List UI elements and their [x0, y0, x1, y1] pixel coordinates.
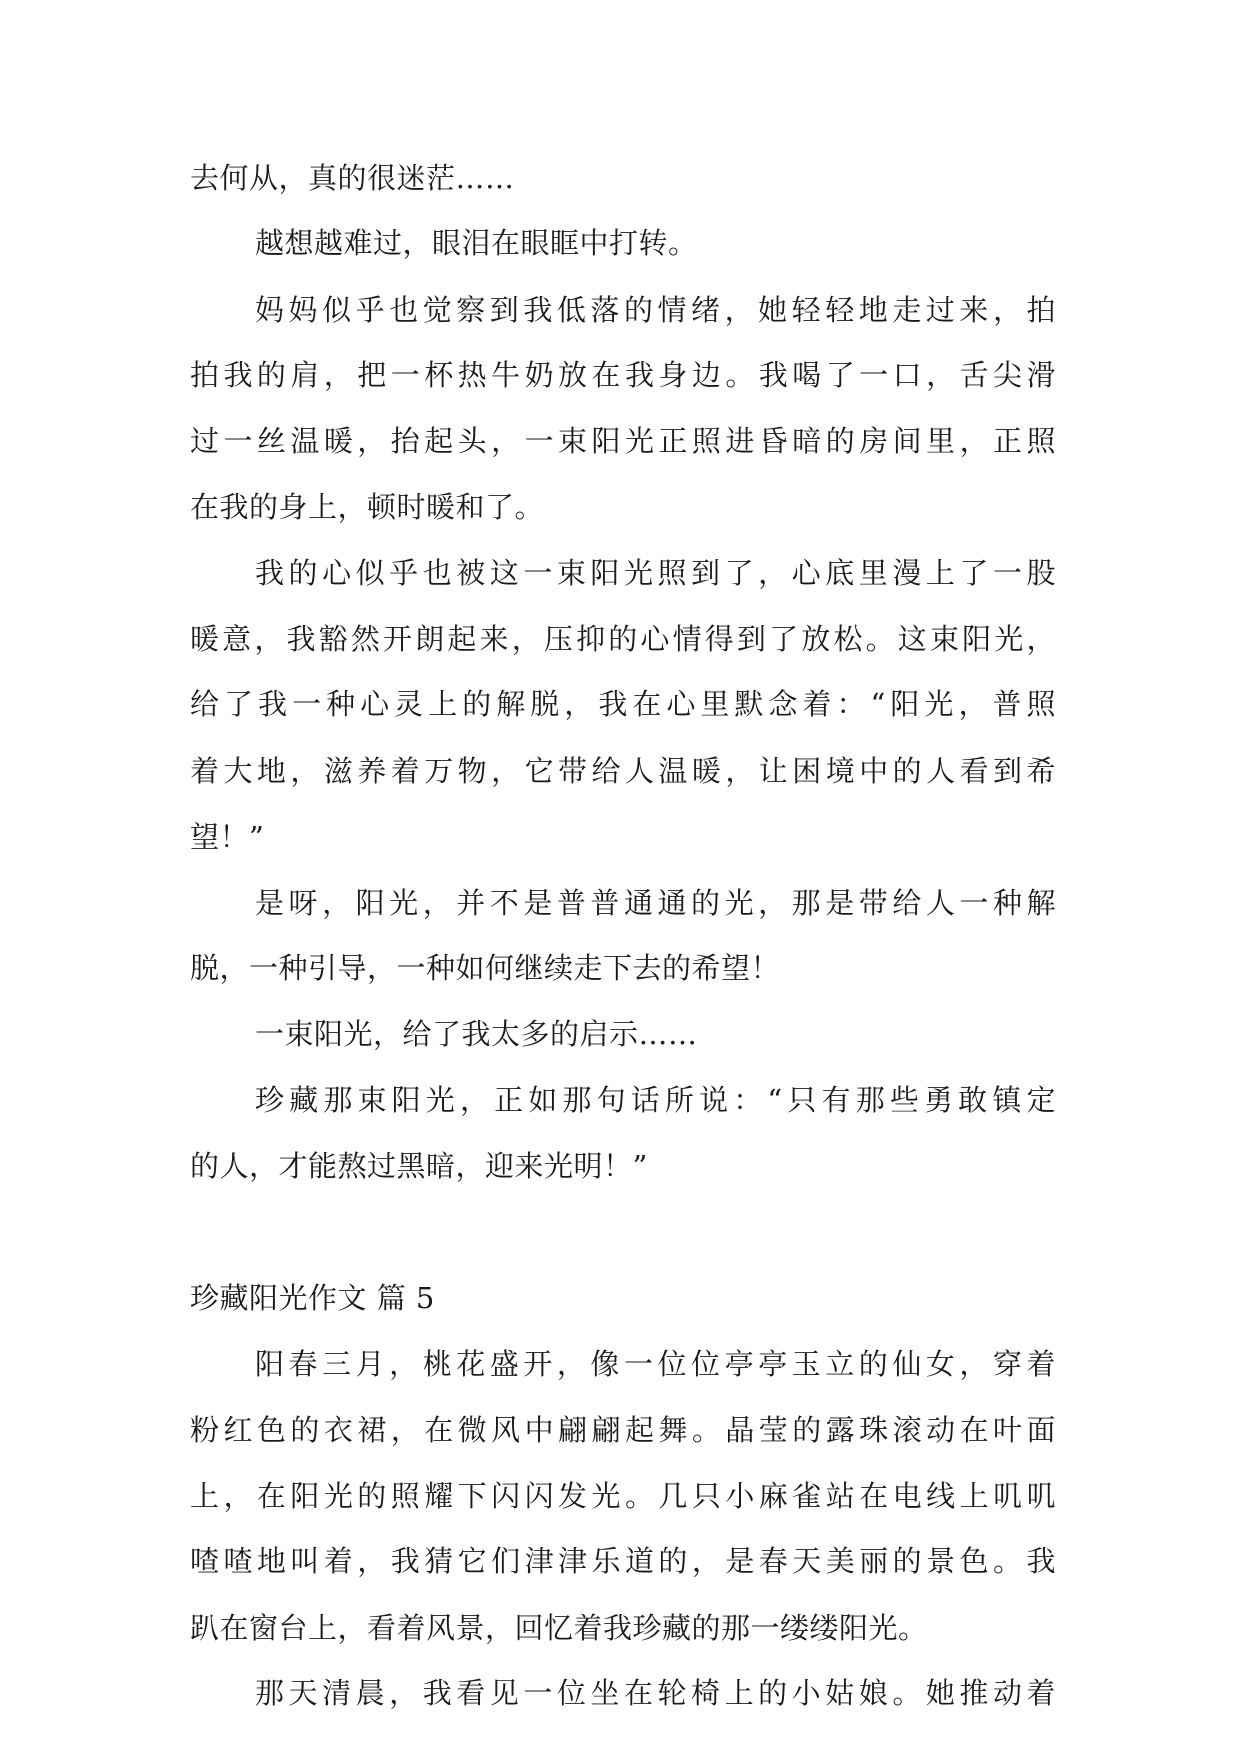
text-line: 着大地，滋养着万物，它带给人温暖，让困境中的人看到希: [190, 754, 1056, 788]
text-line: 暖意，我豁然开朗起来，压抑的心情得到了放松。这束阳光，: [190, 622, 1056, 656]
text-line: 脱，一种引导，一种如何继续走下去的希望！: [190, 951, 781, 985]
text-line: 去何从，真的很迷茫……: [190, 161, 515, 195]
text-line: 给了我一种心灵上的解脱，我在心里默念着：“阳光，普照: [190, 687, 1056, 721]
text-line: 一束阳光，给了我太多的启示……: [255, 1017, 698, 1051]
text-line: 阳春三月，桃花盛开，像一位位亭亭玉立的仙女，穿着: [255, 1347, 1056, 1381]
text-line: 我的心似乎也被这一束阳光照到了，心底里漫上了一股: [255, 556, 1056, 590]
text-line: 是呀，阳光，并不是普普通通的光，那是带给人一种解: [255, 886, 1056, 920]
text-line: 那天清晨，我看见一位坐在轮椅上的小姑娘。她推动着: [255, 1676, 1056, 1710]
text-line: 望！”: [190, 820, 265, 854]
section-heading: 珍藏阳光作文 篇 5: [190, 1281, 435, 1315]
text-line: 珍藏那束阳光，正如那句话所说：“只有那些勇敢镇定: [255, 1083, 1056, 1117]
text-line: 粉红色的衣裙，在微风中翩翩起舞。晶莹的露珠滚动在叶面: [190, 1413, 1056, 1447]
text-line: 上，在阳光的照耀下闪闪发光。几只小麻雀站在电线上叽叽: [190, 1479, 1056, 1513]
text-line: 妈妈似乎也觉察到我低落的情绪，她轻轻地走过来，拍: [255, 293, 1056, 327]
text-line: 过一丝温暖，抬起头，一束阳光正照进昏暗的房间里，正照: [190, 424, 1056, 458]
text-line: 喳喳地叫着，我猜它们津津乐道的，是春天美丽的景色。我: [190, 1544, 1056, 1578]
text-line: 的人，才能熬过黑暗，迎来光明！”: [190, 1149, 648, 1183]
text-line: 趴在窗台上，看着风景，回忆着我珍藏的那一缕缕阳光。: [190, 1611, 928, 1645]
text-line: 越想越难过，眼泪在眼眶中打转。: [255, 226, 698, 260]
text-line: 拍我的肩，把一杯热牛奶放在我身边。我喝了一口，舌尖滑: [190, 358, 1056, 392]
text-line: 在我的身上，顿时暖和了。: [190, 490, 545, 524]
